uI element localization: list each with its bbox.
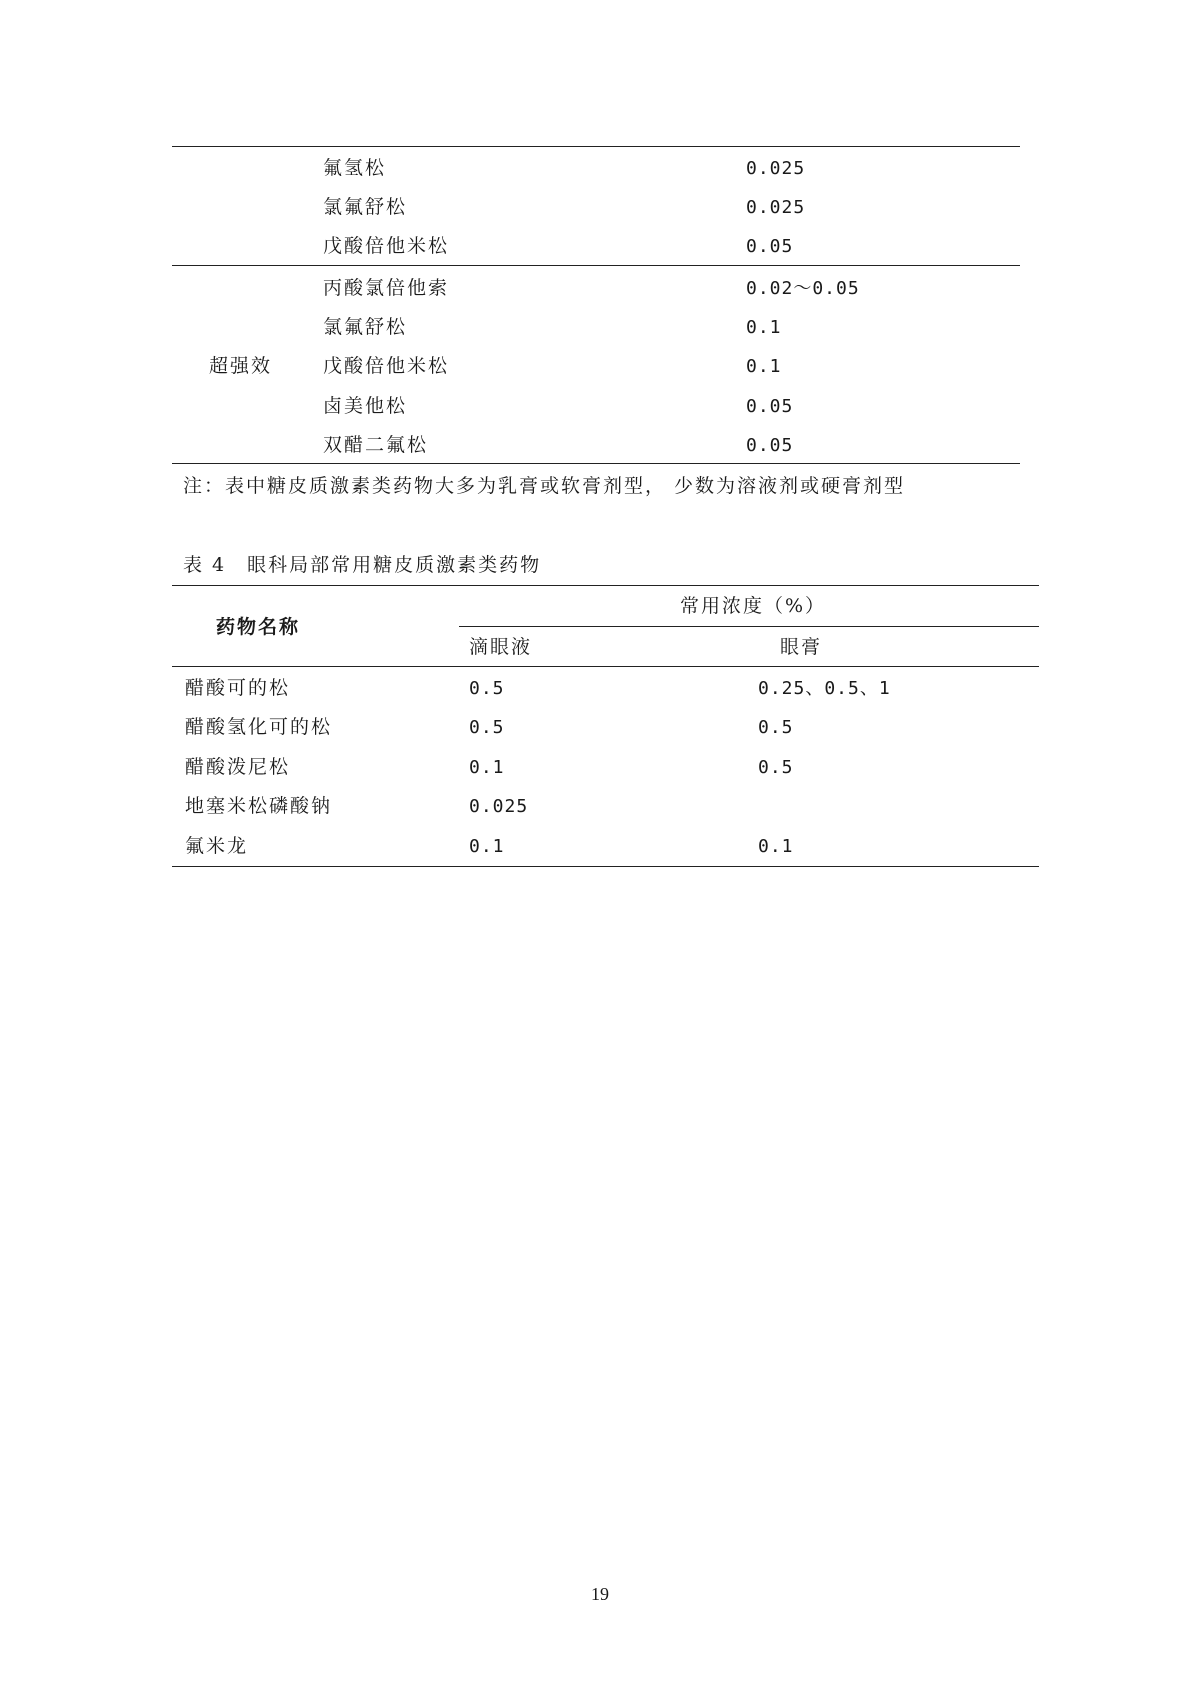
t4-row-ointment-4: 0.1 [758, 836, 794, 857]
t4-row-name-0: 醋酸可的松 [185, 677, 291, 699]
t3-b-value-3: 0.05 [746, 396, 794, 417]
table3-bottom-rule [172, 463, 1020, 464]
t4-row-drops-1: 0.5 [469, 717, 505, 738]
table3-group-divider [172, 265, 1020, 266]
t3-a-value-2: 0.05 [746, 236, 794, 257]
t4-row-ointment-2: 0.5 [758, 757, 794, 778]
t3-b-value-0: 0.02～0.05 [746, 278, 860, 299]
t4-row-drops-4: 0.1 [469, 836, 505, 857]
t4-row-drops-3: 0.025 [469, 796, 529, 817]
table4-caption: 表 4 眼科局部常用糖皮质激素类药物 [183, 554, 542, 576]
t3-b-value-2: 0.1 [746, 356, 782, 377]
t4-header-group: 常用浓度（%） [680, 595, 827, 617]
t3-b-value-4: 0.05 [746, 435, 794, 456]
table4-bottom-rule [172, 866, 1039, 867]
t3-b-name-1: 氯氟舒松 [323, 316, 408, 338]
table4-top-rule [172, 585, 1039, 586]
t3-b-name-0: 丙酸氯倍他索 [323, 277, 450, 299]
t3-a-value-0: 0.025 [746, 158, 806, 179]
t4-header-ointment: 眼膏 [780, 636, 823, 658]
t3-b-group-label: 超强效 [209, 355, 273, 377]
t3-a-name-2: 戊酸倍他米松 [323, 235, 450, 257]
table4-header-rule [172, 666, 1039, 667]
t3-a-name-1: 氯氟舒松 [323, 196, 408, 218]
page-number: 19 [591, 1584, 609, 1604]
table3-top-rule [172, 146, 1020, 147]
t3-a-name-0: 氟氢松 [323, 157, 387, 179]
t4-row-name-3: 地塞米松磷酸钠 [185, 795, 333, 817]
t4-row-drops-2: 0.1 [469, 757, 505, 778]
t4-row-name-2: 醋酸泼尼松 [185, 756, 291, 778]
t4-row-name-4: 氟米龙 [185, 835, 249, 857]
t4-row-ointment-0: 0.25、0.5、1 [758, 678, 891, 699]
table3-note: 注：表中糖皮质激素类药物大多为乳膏或软膏剂型， 少数为溶液剂或硬膏剂型 [183, 475, 906, 497]
t3-b-name-3: 卤美他松 [323, 395, 408, 417]
t3-b-name-4: 双醋二氟松 [323, 434, 429, 456]
t3-a-value-1: 0.025 [746, 197, 806, 218]
t3-b-name-2: 戊酸倍他米松 [323, 355, 450, 377]
t4-row-name-1: 醋酸氢化可的松 [185, 716, 333, 738]
table4-header-sub-rule [459, 626, 1039, 627]
t3-b-value-1: 0.1 [746, 317, 782, 338]
t4-row-drops-0: 0.5 [469, 678, 505, 699]
t4-header-drops: 滴眼液 [469, 636, 533, 658]
t4-row-ointment-1: 0.5 [758, 717, 794, 738]
t4-header-name: 药物名称 [216, 616, 301, 638]
